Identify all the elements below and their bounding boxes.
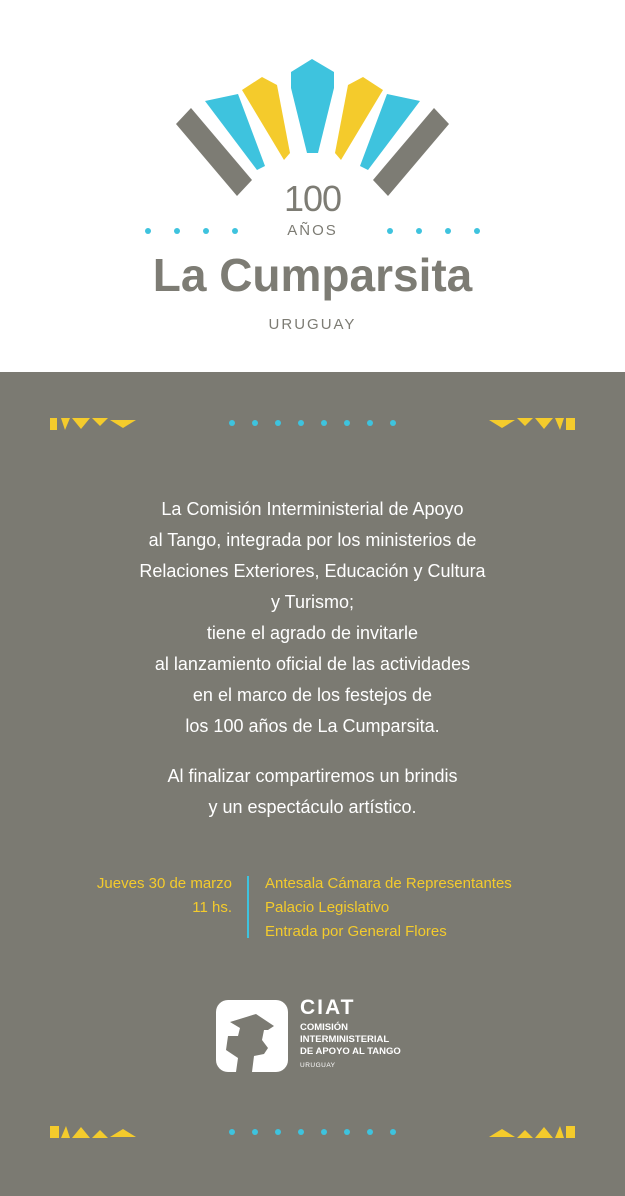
invitation-line: La Comisión Interministerial de Apoyo — [161, 499, 464, 519]
invitation-line: al lanzamiento oficial de las actividades — [154, 654, 471, 674]
bandoneon-logo-icon — [0, 0, 625, 200]
ciat-description — [300, 1022, 430, 1058]
ciat-name: CIAT — [300, 996, 356, 1019]
years-number: 100 — [283, 178, 342, 219]
closing-line: Al finalizar compartiremos un brindis — [167, 766, 458, 786]
invitation-line: al Tango, integrada por los ministerios de — [148, 530, 477, 550]
dot-row-top — [229, 420, 396, 426]
page-title: La Cumparsita — [152, 249, 473, 301]
invitation-line: tiene el agrado de invitarle — [206, 623, 419, 643]
invitation-text — [60, 494, 565, 742]
ciat-desc-line: INTERMINISTERIAL — [300, 1034, 390, 1045]
event-time: 11 hs. — [192, 899, 232, 916]
ciat-desc-line: COMISIÓN — [300, 1022, 349, 1033]
invitation-line: los 100 años de La Cumparsita. — [185, 716, 440, 736]
dot-row-right — [387, 228, 480, 234]
ciat-logo-icon — [216, 1000, 288, 1072]
deco-triangles-bottom-left — [50, 1124, 140, 1140]
tango-dancer-silhouette-icon — [216, 1000, 288, 1072]
ciat-desc-line: DE APOYO AL TANGO — [300, 1046, 401, 1057]
deco-triangles-top-right — [487, 416, 577, 432]
venue-line: Palacio Legislativo — [265, 899, 390, 916]
deco-triangles-bottom-right — [487, 1124, 577, 1140]
deco-triangles-top-left — [50, 416, 140, 432]
event-venue — [265, 872, 512, 944]
invitation-line: en el marco de los festejos de — [192, 685, 433, 705]
event-date: Jueves 30 de marzo — [96, 875, 232, 892]
invitation-line: y Turismo; — [270, 592, 354, 612]
dot-row-left — [145, 228, 238, 234]
ciat-country: URUGUAY — [300, 1062, 336, 1069]
venue-line: Antesala Cámara de Representantes — [265, 875, 512, 892]
closing-line: y un espectáculo artístico. — [208, 797, 417, 817]
venue-line: Entrada por General Flores — [265, 923, 447, 940]
event-datetime — [97, 872, 232, 920]
years-label: AÑOS — [287, 222, 338, 239]
divider — [247, 876, 249, 938]
dot-row-bottom — [229, 1129, 396, 1135]
country-label: URUGUAY — [268, 316, 357, 333]
header-section — [0, 0, 625, 372]
closing-text — [60, 761, 565, 823]
invitation-line: Relaciones Exteriores, Educación y Cultura — [139, 561, 486, 581]
